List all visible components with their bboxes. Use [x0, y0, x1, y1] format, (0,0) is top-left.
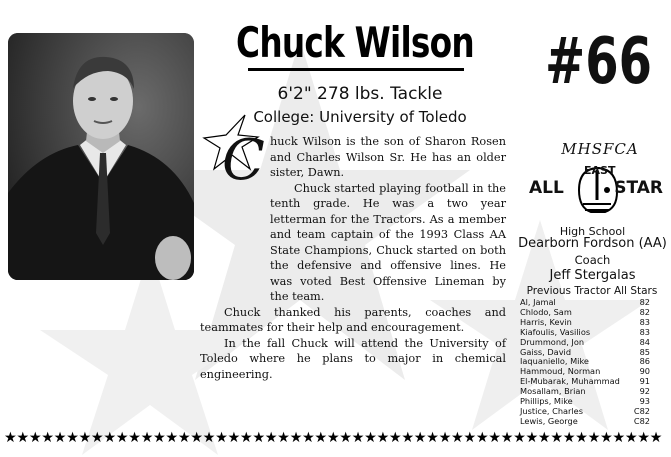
list-item-year: C82: [633, 405, 650, 416]
bio-dropcap: C: [222, 128, 265, 193]
list-item-year: 82: [639, 297, 650, 307]
list-item-name: Drummond, Jon: [520, 336, 585, 347]
list-item-year: 84: [639, 336, 650, 347]
player-photo: [8, 33, 194, 280]
high-school-name: Dearborn Fordson (AA): [518, 236, 667, 251]
player-stats: 6'2" 278 lbs. Tackle: [277, 84, 443, 104]
badge-all: ALL: [529, 178, 564, 198]
list-item-year: 82: [639, 306, 650, 317]
previous-all-stars-list: [520, 298, 650, 427]
high-school-label: High School: [559, 225, 626, 238]
list-item-year: 93: [639, 396, 650, 407]
coach-label: Coach: [574, 253, 611, 267]
list-item-name: Justice, Charles: [520, 405, 583, 416]
list-item: [520, 417, 650, 427]
list-item-name: Mosallam, Brian: [520, 386, 586, 397]
player-college: College: University of Toledo: [253, 108, 467, 126]
player-name: Chuck Wilson: [236, 18, 474, 67]
bio-paragraph-3: Chuck thanked his parents, coaches and teammates for their help and encouragement.: [200, 305, 506, 334]
list-item-year: 86: [639, 356, 650, 367]
previous-all-stars-title: Previous Tractor All Stars: [526, 285, 658, 297]
bio-paragraph-1: huck Wilson is the son of Sharon Rosen and Charles Wilson Sr. He has an older sister, Dawn.: [270, 135, 506, 179]
list-item-name: Lewis, George: [520, 415, 578, 426]
footer-star-border: ★★★★★★★★★★★★★★★★★★★★★★★★★★★★★★★★★★★★★★★★★★★★★★★★★★★★★: [4, 430, 663, 446]
coach-name: Jeff Stergalas: [549, 268, 636, 283]
list-item-year: 83: [639, 316, 650, 327]
list-item-year: C82: [633, 415, 650, 426]
list-item-name: Kiafoulis, Vasilios: [520, 326, 591, 337]
badge-star: STAR: [614, 178, 663, 198]
list-item-name: Phillips, Mike: [520, 396, 573, 407]
badge-east: EAST: [584, 164, 616, 177]
list-item-name: Harris, Kevin: [520, 316, 572, 327]
bio-paragraph-4: In the fall Chuck will attend the University of Toledo where he plans to major in chemical engineering.: [200, 336, 506, 381]
list-item-name: Al, Jamal: [520, 297, 556, 307]
list-item-name: Chlodo, Sam: [520, 306, 572, 317]
all-east-star-logo: [527, 160, 667, 226]
list-item-year: 83: [639, 326, 650, 337]
list-item-name: Hammoud, Norman: [520, 366, 601, 377]
list-item-year: 91: [639, 376, 650, 387]
list-item-name: Iaquaniello, Mike: [520, 356, 589, 367]
list-item-name: El-Mubarak, Muhammad: [520, 376, 620, 387]
list-item-name: Gaiss, David: [520, 346, 572, 357]
list-item-year: 85: [639, 346, 650, 357]
list-item-year: 92: [639, 386, 650, 397]
bio-paragraph-2: Chuck started playing football in the tenth grade. He was a two year letterman for the Tractors. As a member and team captain of the 1993 Class AA State Champions, Chuck started on both the defensive and offensive lines. He was voted Best Offensive Lineman by the team.: [270, 181, 506, 303]
list-item-year: 90: [639, 366, 650, 377]
jersey-number: #66: [545, 25, 653, 99]
name-underline: [248, 68, 464, 71]
association-name: MHSFCA: [561, 140, 639, 158]
